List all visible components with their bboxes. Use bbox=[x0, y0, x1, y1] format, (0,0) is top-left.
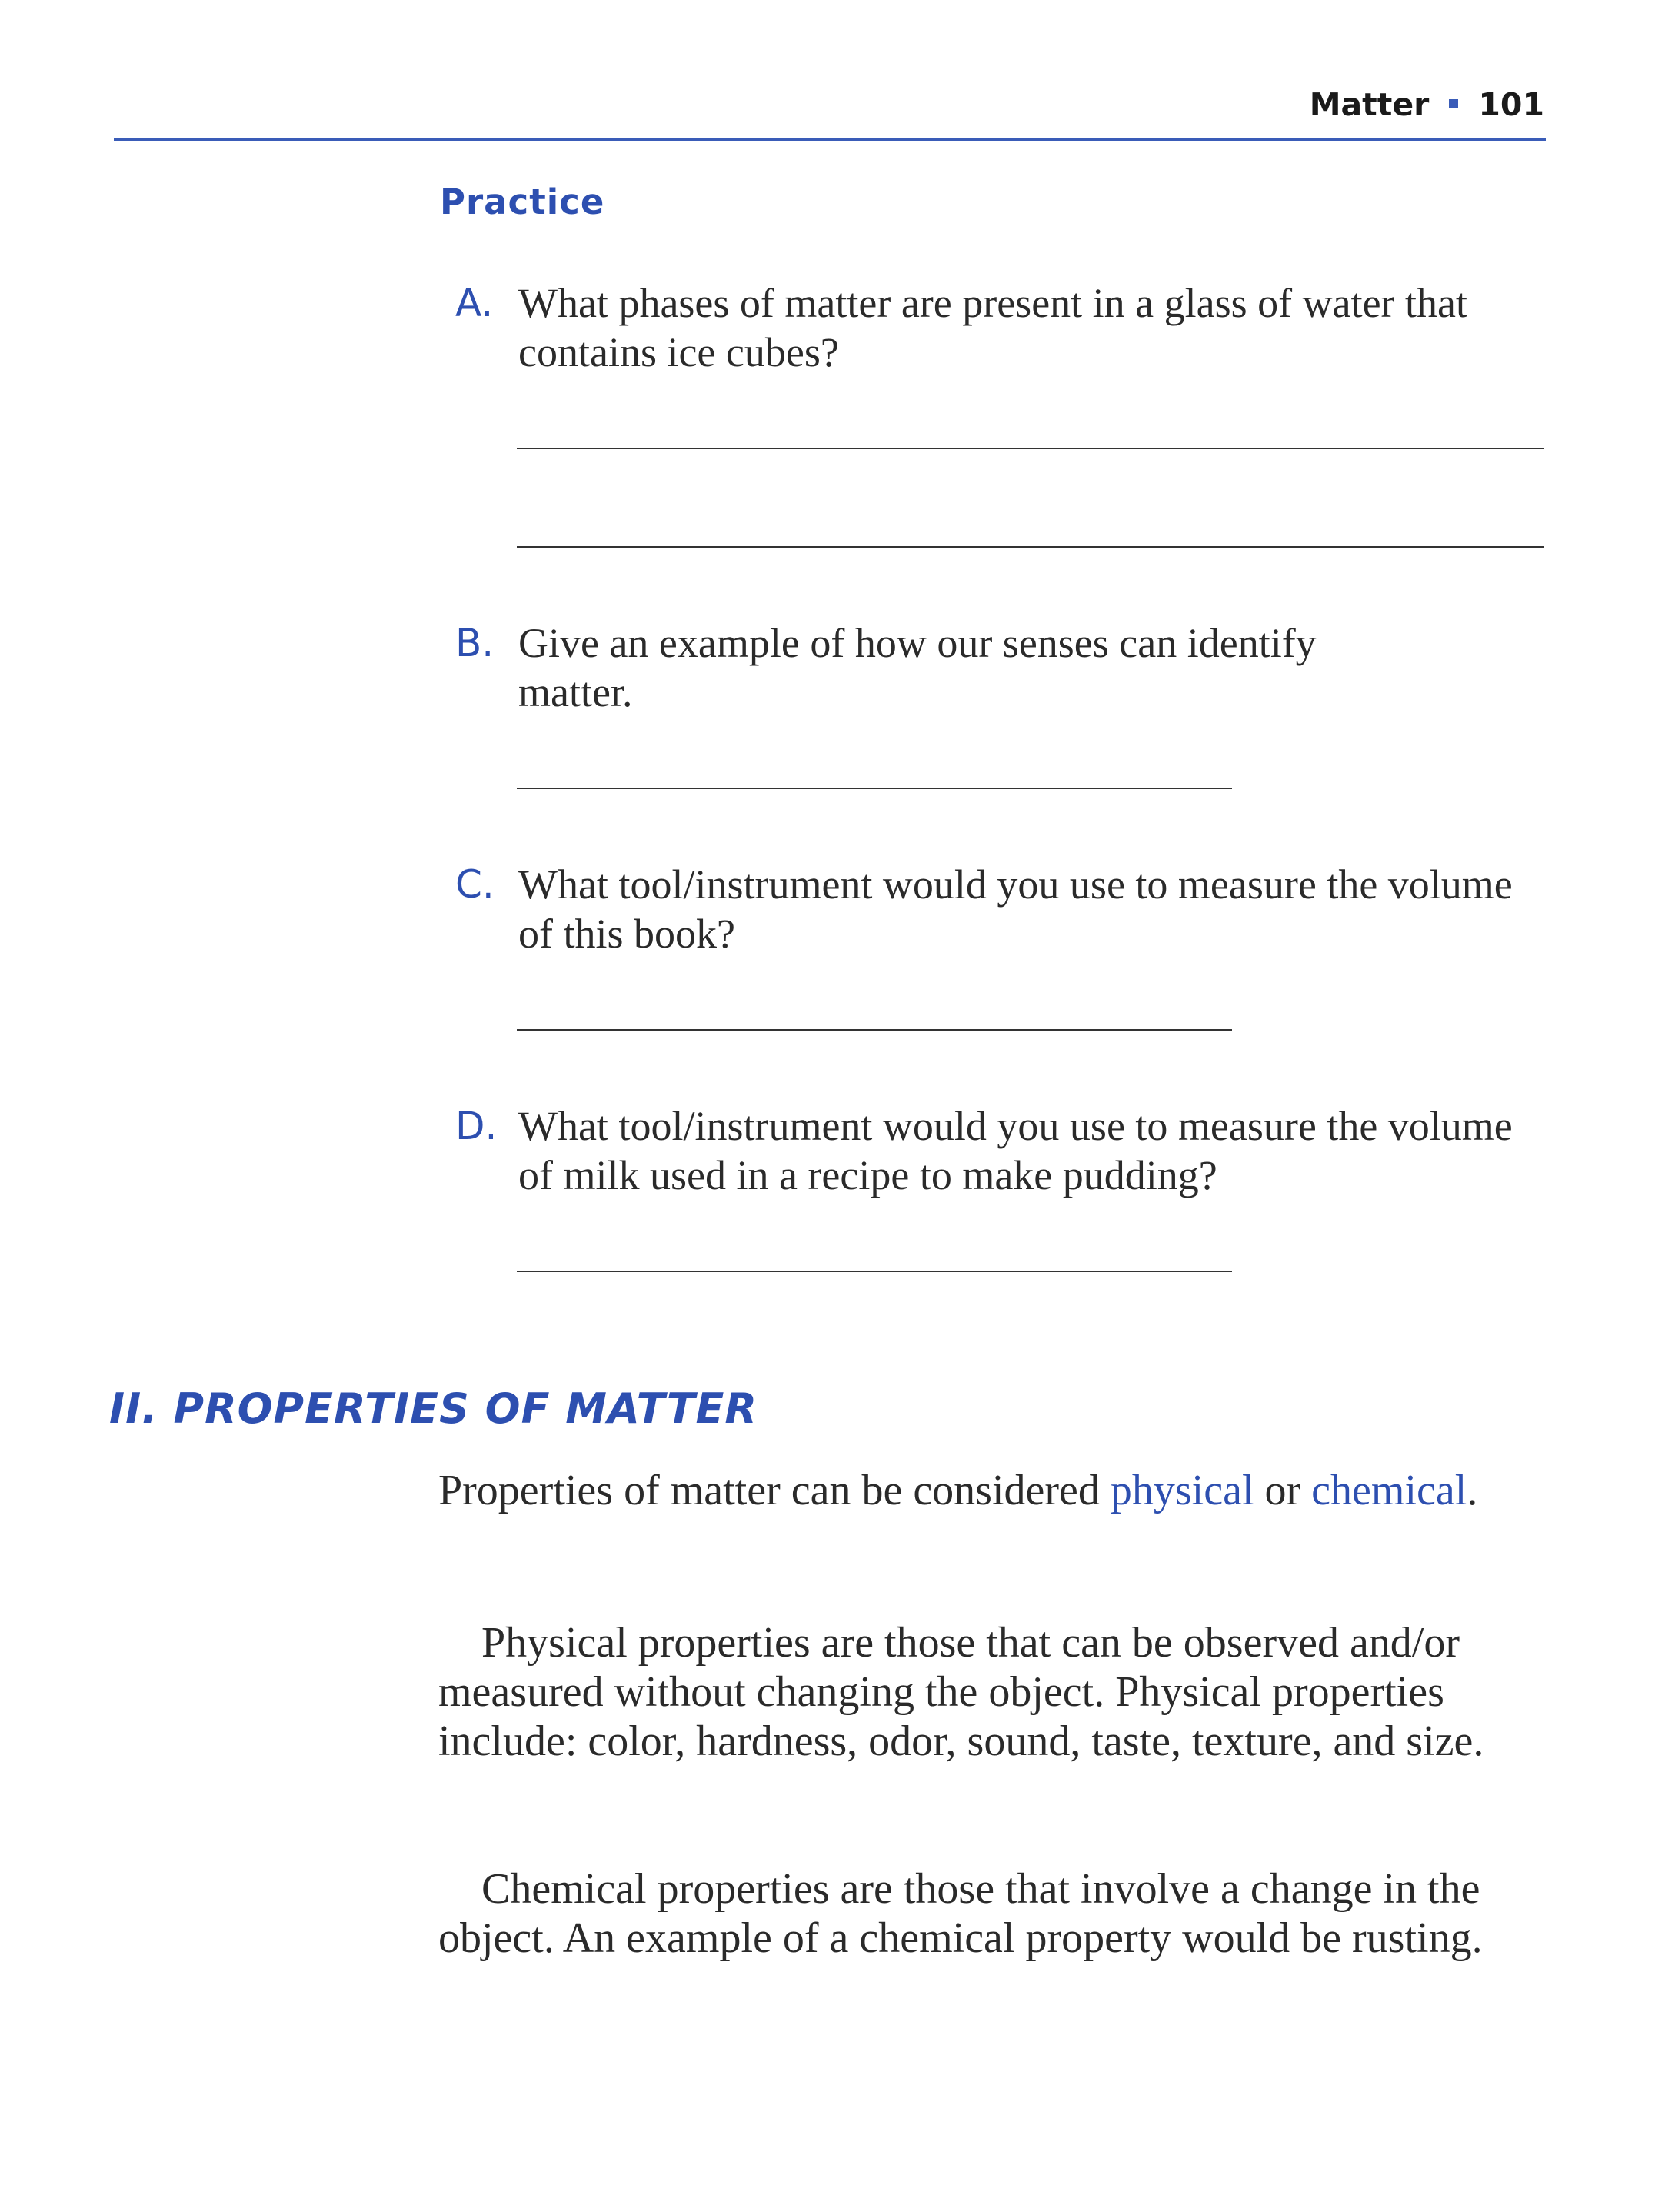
answer-line[interactable] bbox=[517, 1271, 1232, 1272]
question-letter: C. bbox=[455, 862, 495, 907]
chemical-properties-paragraph: Chemical properties are those that involve a change in the object. An example of a chemical property would be rusting. bbox=[438, 1865, 1483, 1962]
question-letter: B. bbox=[455, 621, 495, 665]
running-head bbox=[1310, 86, 1544, 123]
question-letter: A. bbox=[455, 281, 494, 325]
section-heading: II. PROPERTIES OF MATTER bbox=[109, 1384, 758, 1433]
intro-text-middle: or bbox=[1254, 1467, 1312, 1514]
page-number: 101 bbox=[1478, 86, 1544, 123]
term-physical: physical bbox=[1110, 1467, 1254, 1514]
question-d bbox=[455, 1101, 1547, 1200]
physical-properties-paragraph: Physical properties are those that can be observed and/or measured without changing the object. Physical properties include: color, hardness, odor, sound, taste, texture, and size. bbox=[438, 1619, 1484, 1765]
intro-paragraph bbox=[438, 1466, 1546, 1515]
answer-line[interactable] bbox=[517, 788, 1232, 789]
practice-heading: Practice bbox=[440, 182, 605, 222]
header-rule bbox=[114, 138, 1546, 141]
question-text: What phases of matter are present in a glass of water that contains ice cubes? bbox=[518, 280, 1468, 375]
answer-line[interactable] bbox=[517, 448, 1544, 449]
intro-text-before: Properties of matter can be considered bbox=[438, 1467, 1111, 1514]
intro-text-after: . bbox=[1467, 1467, 1478, 1514]
answer-line[interactable] bbox=[517, 546, 1544, 548]
question-letter: D. bbox=[455, 1104, 498, 1148]
question-b bbox=[455, 618, 1547, 717]
square-bullet-icon bbox=[1449, 99, 1458, 108]
running-head-title: Matter bbox=[1309, 86, 1430, 123]
question-text: What tool/instrument would you use to measure the volume of milk used in a recipe to make pudding? bbox=[518, 1103, 1513, 1198]
question-text: Give an example of how our senses can identify matter. bbox=[518, 620, 1317, 715]
answer-line[interactable] bbox=[517, 1029, 1232, 1031]
term-chemical: chemical bbox=[1311, 1467, 1467, 1514]
question-a bbox=[455, 278, 1547, 377]
question-c bbox=[455, 860, 1547, 958]
question-text: What tool/instrument would you use to measure the volume of this book? bbox=[518, 861, 1513, 957]
